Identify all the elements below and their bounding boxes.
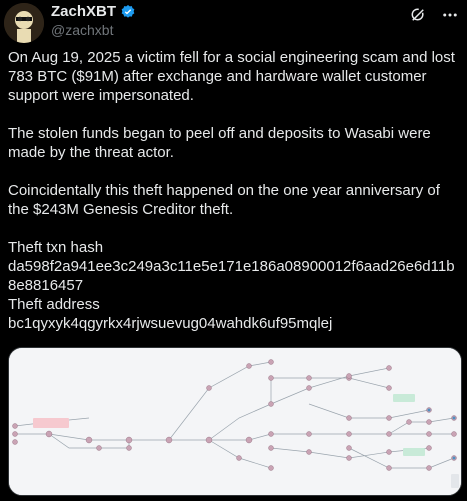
author-display-name[interactable]: ZachXBT [51,3,117,20]
author-name-row [51,3,136,20]
grok-icon[interactable] [409,6,427,24]
paragraph-genesis: Coincidentally this theft happened on the one year anniversary of the $243M Genesis Creditor theft. [8,182,440,218]
address-value: bc1qyxyk4qgyrkx4rjwsuevug04wahdk6uf95mqlej [8,315,333,332]
author-handle[interactable]: @zachxbt [51,22,114,38]
paragraph-victim: On Aug 19, 2025 a victim fell for a social engineering scam and lost 783 BTC ($91M) after exchange and hardware wallet customer support were impersonated. [8,49,455,104]
verified-badge-icon [120,4,136,20]
paragraph-wasabi: The stolen funds began to peel off and deposits to Wasabi were made by the threat actor. [8,125,431,161]
tweet-text [8,48,460,333]
author-avatar[interactable] [4,3,44,43]
transaction-flow-graph [9,348,461,495]
txn-hash-value: da598f2a941ee3c249a3c11e5e171e186a08900012f6aad26e6d11b8e8816457 [8,258,455,294]
tweet-top-actions [409,6,459,24]
transaction-graph-image[interactable] [8,347,462,496]
address-label: Theft address [8,296,100,313]
more-icon[interactable] [441,6,459,24]
avatar-portrait-icon [4,3,44,43]
txn-hash-label: Theft txn hash [8,239,104,256]
